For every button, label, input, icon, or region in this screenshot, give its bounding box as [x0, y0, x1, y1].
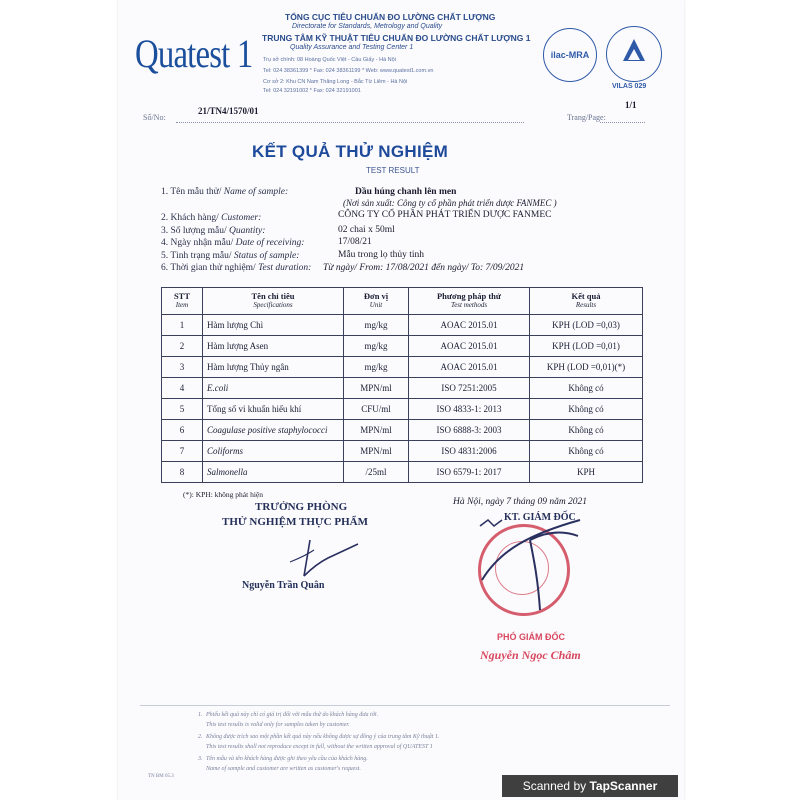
table-row	[162, 336, 643, 357]
cell-name: Tổng số vi khuẩn hiếu khí	[203, 399, 344, 420]
cell-result: KPH (LOD =0,01)	[530, 336, 643, 357]
info-customer-value: CÔNG TY CỔ PHẦN PHÁT TRIỂN DƯỢC FANMEC	[338, 210, 552, 220]
page-number-label: Trang/Page:	[567, 113, 606, 122]
footer-note-number: 2.	[198, 734, 203, 740]
cell-name: E.coli	[203, 378, 344, 399]
cell-stt: 1	[162, 315, 203, 336]
doc-number-label: Số/No:	[143, 113, 166, 122]
cell-stt: 7	[162, 441, 203, 462]
cell-unit: MPN/ml	[344, 378, 409, 399]
doc-number-line	[176, 122, 524, 123]
cell-result: Không có	[530, 399, 643, 420]
doc-title: KẾT QUẢ THỬ NGHIỆM	[252, 142, 449, 161]
footnote: (*): KPH: không phát hiện	[183, 490, 263, 499]
info-label-en: Customer:	[221, 213, 262, 223]
cell-unit: /25ml	[344, 462, 409, 483]
footer-note: Tên mẫu và tên khách hàng được ghi theo yêu cầu của khách hàng.	[206, 756, 368, 762]
form-code: TN BM 05.3	[148, 774, 174, 779]
info-status-value: Mẫu trong lọ thủy tinh	[338, 250, 425, 260]
cell-stt: 8	[162, 462, 203, 483]
table-row	[162, 357, 643, 378]
footer-note: This test results shall not reproduce except in full, without the written approval of QUATEST 1	[206, 743, 433, 750]
info-receive-date-value: 17/08/21	[338, 237, 372, 247]
footer-note: Phiếu kết quả này chỉ có giá trị đối với mẫu thử do khách hàng đưa tới.	[206, 712, 379, 718]
page-number-line	[600, 122, 645, 123]
scanner-watermark	[502, 775, 678, 797]
info-label-vi: 1. Tên mẫu thử/	[161, 187, 224, 197]
col-method: Phương pháp thử Test methods	[409, 288, 530, 315]
doc-number: 21/TN4/1570/01	[198, 106, 259, 116]
cell-name: Salmonella	[203, 462, 344, 483]
info-status	[161, 251, 299, 261]
org-address-1: Trụ sở chính: 08 Hoàng Quốc Việt - Cầu Giấy - Hà Nội	[263, 57, 396, 63]
cell-method: ISO 6888-3: 2003	[409, 420, 530, 441]
footer-divider	[140, 705, 670, 706]
deputy-title: PHÓ GIÁM ĐỐC	[497, 632, 566, 642]
org-contact-1: Tel: 024 38361399 * Fax: 024 38361199 * Web: www.quatest1.com.vn	[263, 68, 434, 74]
info-label-vi: 5. Tình trạng mẫu/	[161, 251, 234, 261]
info-label-en: Date of receiving:	[235, 238, 305, 248]
cell-method: ISO 6579-1: 2017	[409, 462, 530, 483]
footer-note: This test results is valid only for samples taken by customer.	[206, 721, 350, 728]
cell-stt: 6	[162, 420, 203, 441]
info-duration-value: Từ ngày/ From: 17/08/2021 đến ngày/ To: 7/09/2021	[323, 263, 525, 273]
results-table	[161, 287, 643, 483]
info-label-vi: 6. Thời gian thử nghiệm/	[161, 263, 259, 273]
info-customer	[161, 213, 261, 223]
org-contact-2: Tel: 024 32191002 * Fax: 024 32191001	[263, 88, 361, 94]
dept-signature-icon	[270, 532, 360, 580]
dept-signer-name: Nguyễn Trần Quân	[242, 580, 325, 591]
cell-name: Hàm lượng Asen	[203, 336, 344, 357]
table-row	[162, 441, 643, 462]
table-row	[162, 399, 643, 420]
cell-name: Hàm lượng Chì	[203, 315, 344, 336]
scanner-prefix: Scanned by	[522, 779, 590, 793]
deputy-name: Nguyễn Ngọc Châm	[480, 648, 581, 662]
cell-method: ISO 4831:2006	[409, 441, 530, 462]
org-line-4: Quality Assurance and Testing Center 1	[290, 44, 414, 51]
col-name: Tên chỉ tiêu Specifications	[203, 288, 344, 315]
dept-title-line1: TRƯỞNG PHÒNG	[255, 501, 348, 513]
footer-note-number: 3.	[198, 756, 203, 762]
org-line-1: TỔNG CỤC TIÊU CHUẨN ĐO LƯỜNG CHẤT LƯỢNG	[285, 12, 496, 22]
cell-method: AOAC 2015.01	[409, 336, 530, 357]
cell-stt: 4	[162, 378, 203, 399]
dept-title-line2: THỬ NGHIỆM THỰC PHẨM	[222, 516, 368, 528]
cell-stt: 3	[162, 357, 203, 378]
cell-result: KPH (LOD =0,01)(*)	[530, 357, 643, 378]
info-manufacturer: (Nơi sản xuất: Công ty cổ phần phát triển dược FANMEC )	[343, 198, 557, 208]
cell-method: ISO 7251:2005	[409, 378, 530, 399]
cell-result: Không có	[530, 441, 643, 462]
cell-method: AOAC 2015.01	[409, 315, 530, 336]
info-quantity-value: 02 chai x 50ml	[338, 225, 395, 235]
ilac-text: ilac-MRA	[550, 50, 590, 60]
info-receive-date	[161, 238, 304, 248]
doc-subtitle: TEST RESULT	[366, 166, 420, 175]
table-row	[162, 462, 643, 483]
footer-note: Name of sample and customer are written as customer's request.	[206, 765, 361, 772]
cell-unit: MPN/ml	[344, 420, 409, 441]
table-row	[162, 315, 643, 336]
info-quantity	[161, 226, 265, 236]
info-label-vi: 2. Khách hàng/	[161, 213, 222, 223]
ilac-mra-logo	[543, 28, 597, 82]
cell-stt: 2	[162, 336, 203, 357]
table-header-row	[162, 288, 643, 315]
cell-name: Coagulase positive staphylococci	[203, 420, 344, 441]
info-label-en: Quantity:	[228, 226, 266, 236]
cell-name: Coliforms	[203, 441, 344, 462]
scanner-brand: TapScanner	[589, 779, 658, 793]
col-unit: Đơn vị Unit	[344, 288, 409, 315]
info-sample-name-value: Dầu húng chanh lên men	[355, 187, 457, 197]
quatest-logo: Quatest 1	[135, 31, 253, 76]
issue-date: Hà Nội, ngày 7 tháng 09 năm 2021	[453, 497, 588, 507]
table-row	[162, 378, 643, 399]
org-line-2: Directorate for Standards, Metrology and Quality	[292, 23, 443, 30]
info-label-en: Status of sample:	[233, 251, 300, 261]
cell-unit: mg/kg	[344, 336, 409, 357]
cell-method: AOAC 2015.01	[409, 357, 530, 378]
cell-result: KPH (LOD =0,03)	[530, 315, 643, 336]
cell-result: Không có	[530, 420, 643, 441]
info-label-vi: 4. Ngày nhận mẫu/	[161, 238, 236, 248]
table-row	[162, 420, 643, 441]
footer-note-number: 1.	[198, 712, 203, 718]
director-signature-icon	[470, 510, 600, 620]
cell-unit: mg/kg	[344, 357, 409, 378]
org-line-3: TRUNG TÂM KỸ THUẬT TIÊU CHUẨN ĐO LƯỜNG CHẤT LƯỢNG 1	[262, 33, 531, 43]
director-title: KT. GIÁM ĐỐC	[504, 512, 576, 523]
info-sample-name	[161, 187, 288, 197]
vilas-label: VILAS 029	[612, 83, 647, 90]
info-duration	[161, 263, 311, 273]
info-label-en: Name of sample:	[223, 187, 289, 197]
cell-result: Không có	[530, 378, 643, 399]
cell-method: ISO 4833-1: 2013	[409, 399, 530, 420]
org-address-2: Cơ sở 2: Khu CN Nam Thăng Long - Bắc Từ Liêm - Hà Nội	[263, 79, 408, 85]
info-label-en: Test duration:	[258, 263, 312, 273]
cell-result: KPH	[530, 462, 643, 483]
vilas-seal-icon	[606, 26, 662, 82]
page-number: 1/1	[625, 100, 637, 110]
info-label-vi: 3. Số lượng mẫu/	[161, 226, 229, 236]
cell-unit: MPN/ml	[344, 441, 409, 462]
col-result: Kết quả Results	[530, 288, 643, 315]
footer-note: Không được trích sao một phần kết quả này nếu không được sự đồng ý của trung tâm Kỹ thuật 1.	[206, 734, 440, 740]
cell-unit: mg/kg	[344, 315, 409, 336]
col-stt: STT Item	[162, 288, 203, 315]
cell-unit: CFU/ml	[344, 399, 409, 420]
cell-stt: 5	[162, 399, 203, 420]
cell-name: Hàm lượng Thủy ngân	[203, 357, 344, 378]
